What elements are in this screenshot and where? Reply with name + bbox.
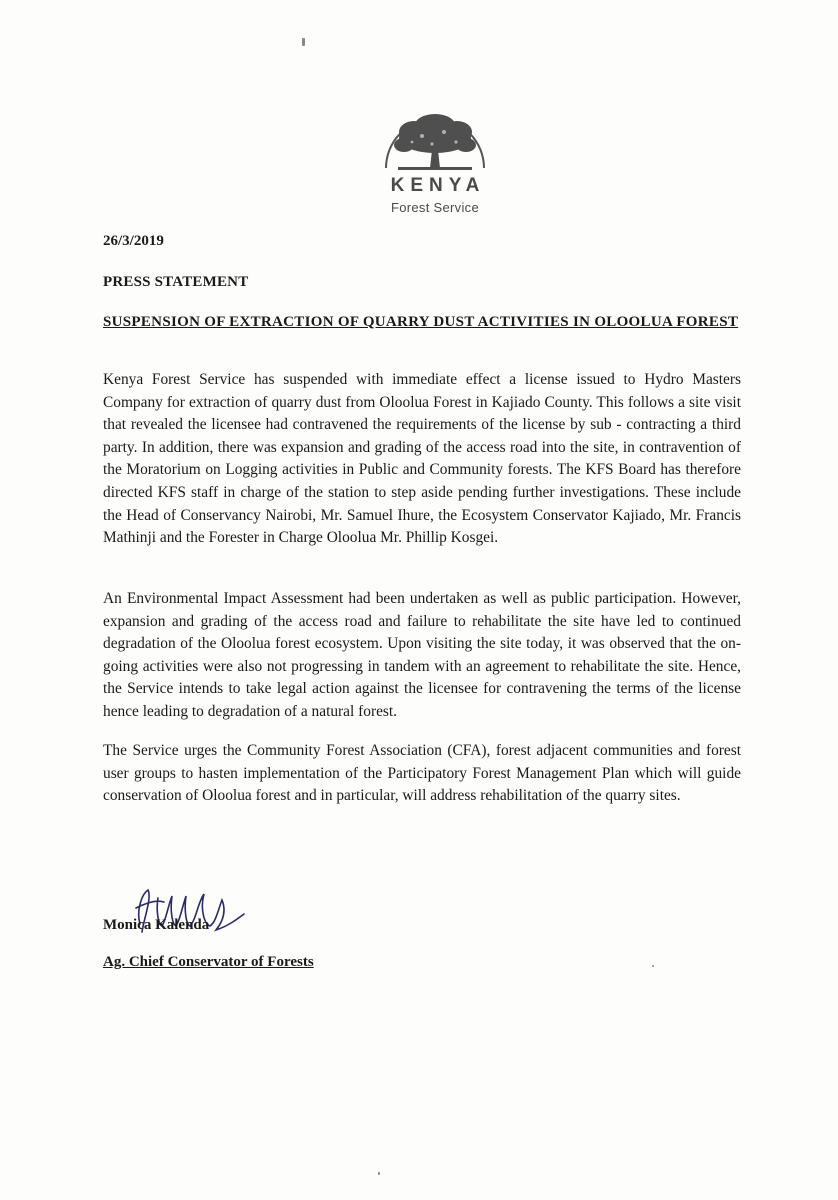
tree-emblem-icon [372,92,498,182]
scan-speck [652,965,654,967]
logo-subtitle: Forest Service [390,200,479,215]
scan-speck [378,1172,380,1175]
kfs-logo [372,92,498,222]
body-paragraph: Kenya Forest Service has suspended with immediate effect a license issued to Hydro Masters Company for extraction of quarry dust from Oloolua Forest in Kajiado County. This follows a site visit that revealed the licensee had contravened the requirements of the license by sub - contracting a third party. In addition, there was expansion and grading of the access road into the site, in contravention of the Moratorium on Logging activities in Public and Community forests. The KFS Board has therefore directed KFS staff in charge of the station to step aside pending further investigations. These include the Head of Conservancy Nairobi, Mr. Samuel Ihure, the Ecosystem Conservator Kajiado, Mr. Francis Mathinji and the Forester in Charge Oloolua Mr. Phillip Kosgei. [103,371,741,547]
signer-name: Monica Kalenda [103,917,210,933]
signer-title: Ag. Chief Conservator of Forests [103,954,314,970]
scan-speck [302,38,305,46]
document-label: PRESS STATEMENT [103,274,249,290]
body-paragraph: An Environmental Impact Assessment had been undertaken as well as public participation. However, expansion and grading of the access road and failure to rehabilitate the site have led to continued degradation of the Oloolua forest ecosystem. Upon visiting the site today, it was observed that the on-going activities were also not progressing in tandem with an agreement to rehabilitate the site. Hence, the Service intends to take legal action against the licensee for contravening the terms of the license hence leading to degradation of a natural forest. [103,590,741,720]
body-paragraph: The Service urges the Community Forest Association (CFA), forest adjacent communities and forest user groups to hasten implementation of the Participatory Forest Management Plan which will guide conservation of Oloolua forest and in particular, will address rehabilitation of the quarry sites. [103,742,741,805]
statement-date: 26/3/2019 [103,233,164,249]
logo-title: KENYA [390,175,486,196]
headline: SUSPENSION OF EXTRACTION OF QUARRY DUST ACTIVITIES IN OLOOLUA FOREST [103,314,739,330]
